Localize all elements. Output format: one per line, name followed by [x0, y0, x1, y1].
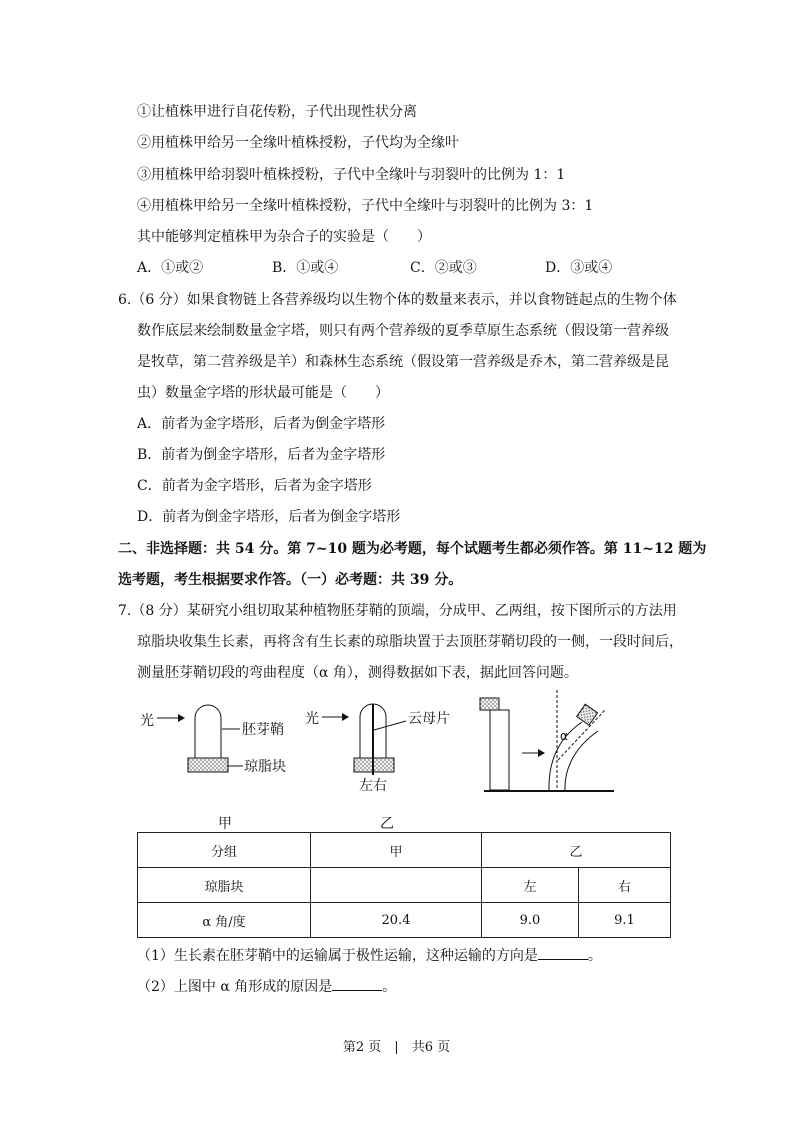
- q6-line-1: 6.（6 分）如果食物链上各营养级均以生物个体的数量来表示，并以食物链起点的生物个体: [118, 292, 677, 308]
- left-right-label: 左右: [359, 778, 387, 794]
- q5-item-4: ④用植株甲给另一全缘叶植株授粉，子代中全缘叶与羽裂叶的比例为 3：1: [137, 198, 594, 214]
- header-left: 左: [482, 868, 579, 903]
- q7-sub-1-text: （1）生长素在胚芽鞘中的运输属于极性运输，这种运输的方向是: [137, 948, 538, 964]
- answer-blank[interactable]: [332, 976, 382, 991]
- section-heading-1: 二、非选择题：共 54 分。第 7~10 题为必考题，每个试题考生都必须作答。第 11~12 题为: [118, 541, 707, 557]
- q5-option-d: D．③或④: [545, 260, 613, 276]
- q7-sub-2-text: （2）上图中 α 角形成的原因是: [137, 979, 333, 995]
- q5-option-c: C．②或③: [410, 260, 477, 276]
- alpha-label: α: [560, 729, 568, 743]
- q6-option-b: B．前者为倒金字塔形，后者为金字塔形: [137, 447, 386, 463]
- header-right: 右: [579, 868, 671, 903]
- q5-item-3: ③用植株甲给羽裂叶植株授粉，子代中全缘叶与羽裂叶的比例为 1：1: [137, 167, 566, 183]
- light-label: 光: [305, 711, 319, 727]
- punct: 。: [587, 948, 602, 964]
- q7-line-1: 7.（8 分）某研究小组切取某种植物胚芽鞘的顶端，分成甲、乙两组，按下图所示的方法用: [118, 603, 677, 619]
- q7-line-2: 琼脂块收集生长素，再将含有生长素的琼脂块置于去顶胚芽鞘切段的一侧，一段时间后，: [137, 634, 683, 650]
- q7-sub-2: [137, 976, 396, 997]
- value-right: 9.1: [579, 903, 671, 938]
- coleoptile-label: 胚芽鞘: [242, 722, 284, 738]
- answer-blank[interactable]: [538, 945, 588, 960]
- table-row: [138, 833, 671, 868]
- header-group: 分组: [138, 833, 311, 868]
- data-table: [137, 832, 671, 938]
- label-yi: 乙: [380, 816, 394, 832]
- mica-label: 云母片: [408, 711, 450, 727]
- value-left: 9.0: [482, 903, 579, 938]
- q7-line-3: 测量胚芽鞘切段的弯曲程度（α 角），测得数据如下表，据此回答问题。: [137, 665, 578, 681]
- q5-option-a: A．①或②: [137, 260, 204, 276]
- q6-option-a: A．前者为金字塔形，后者为倒金字塔形: [137, 416, 386, 432]
- agar-label: 琼脂块: [244, 759, 286, 775]
- q6-line-3: 是牧草，第二营养级是羊）和森林生态系统（假设第一营养级是乔木，第二营养级是昆: [137, 354, 669, 370]
- label-jia: 甲: [218, 816, 232, 832]
- q5-item-2: ②用植株甲给另一全缘叶植株授粉，子代均为全缘叶: [137, 135, 459, 151]
- experiment-figure: [130, 685, 650, 835]
- light-label: 光: [140, 713, 154, 729]
- page-footer: 第2 页 | 共6 页: [342, 1040, 451, 1055]
- section-heading-2: 选考题，考生根据要求作答。（一）必考题：共 39 分。: [118, 572, 463, 588]
- header-jia: 甲: [311, 833, 482, 868]
- header-yi: 乙: [482, 833, 671, 868]
- table-row: [138, 868, 671, 903]
- q5-item-1: ①让植株甲进行自花传粉，子代出现性状分离: [137, 104, 417, 120]
- table-row: [138, 903, 671, 938]
- q5-option-b: B．①或④: [272, 260, 339, 276]
- figure-bending: [480, 690, 614, 791]
- row-label-angle: α 角/度: [138, 903, 311, 938]
- q6-option-c: C．前者为金字塔形，后者为金字塔形: [137, 478, 372, 494]
- empty-cell: [311, 868, 482, 903]
- figure-jia: [140, 705, 286, 832]
- punct: 。: [382, 979, 397, 995]
- value-jia: 20.4: [311, 903, 482, 938]
- row-label-agar: 琼脂块: [138, 868, 311, 903]
- q5-stem: 其中能够判定植株甲为杂合子的实验是（ ）: [137, 229, 431, 245]
- q6-line-2: 数作底层来绘制数量金字塔，则只有两个营养级的夏季草原生态系统（假设第一营养级: [137, 323, 669, 339]
- q6-line-4: 虫）数量金字塔的形状最可能是（ ）: [137, 385, 389, 401]
- q7-sub-1: [137, 945, 602, 966]
- figure-yi: [305, 704, 450, 832]
- q6-option-d: D．前者为倒金字塔形，后者为倒金字塔形: [137, 509, 401, 525]
